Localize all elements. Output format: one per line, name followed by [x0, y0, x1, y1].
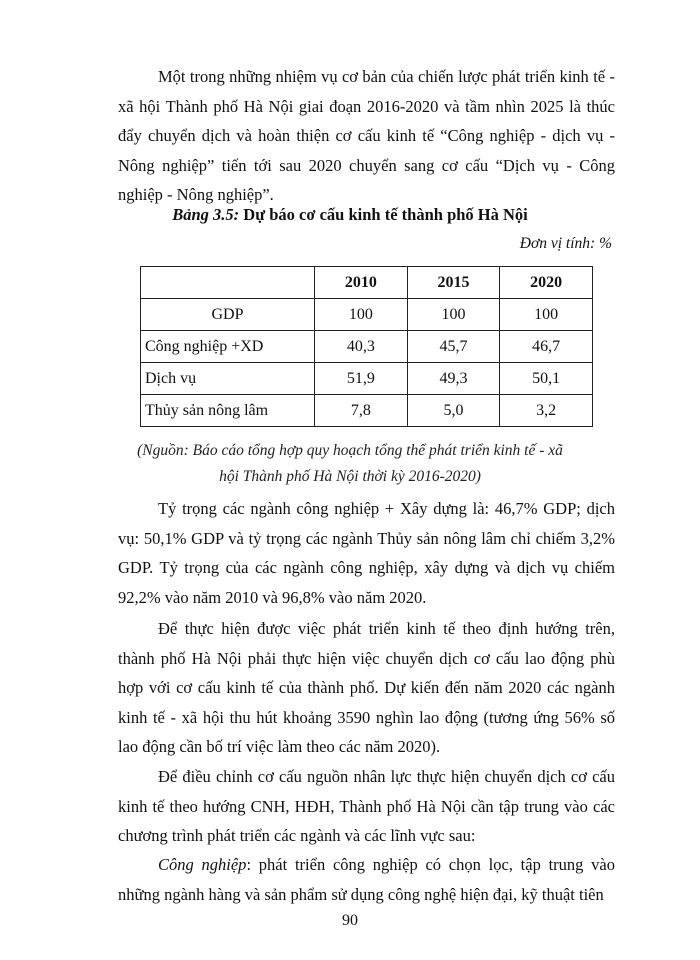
paragraph-programs — [118, 762, 615, 851]
paragraph-shares — [118, 494, 615, 612]
table-row — [141, 331, 593, 363]
cell-value: 100 — [500, 299, 593, 331]
paragraph-labor — [118, 614, 615, 762]
cell-value: 100 — [407, 299, 500, 331]
table-source-line-2: hội Thành phố Hà Nội thời kỳ 2016-2020) — [219, 468, 481, 485]
row-label: Dịch vụ — [141, 363, 315, 395]
economic-structure-table — [140, 266, 593, 427]
paragraph-intro — [118, 62, 615, 210]
paragraph-shares-text: Tỷ trọng các ngành công nghiệp + Xây dựng là: 46,7% GDP; dịch vụ: 50,1% GDP và tỷ trọng các ngành Thủy sản nông lâm chỉ chiếm 3,2% GDP. Tỷ trọng của các ngành công nghiệp, xây dựng và dịch vụ chiếm 92,2% vào năm 2010 và 96,8% vào năm 2020. — [118, 499, 615, 607]
cell-value: 50,1 — [500, 363, 593, 395]
table-label: Bảng 3.5: — [172, 205, 240, 224]
table-source-line-1: (Nguồn: Báo cáo tổng hợp quy hoạch tổng thể phát triển kinh tế - xã — [137, 442, 563, 459]
table-row — [141, 363, 593, 395]
table-caption — [0, 205, 700, 225]
paragraph-industry — [118, 850, 615, 909]
cell-value: 49,3 — [407, 363, 500, 395]
industry-label: Công nghiệp — [158, 855, 247, 874]
row-label: Thủy sản nông lâm — [141, 395, 315, 427]
cell-value: 3,2 — [500, 395, 593, 427]
cell-value: 100 — [315, 299, 408, 331]
cell-value: 7,8 — [315, 395, 408, 427]
header-cell-2015: 2015 — [407, 267, 500, 299]
cell-value: 45,7 — [407, 331, 500, 363]
cell-value: 51,9 — [315, 363, 408, 395]
industry-text: : phát triển công nghiệp có chọn lọc, tập trung vào những ngành hàng và sản phẩm sử dụng công nghệ hiện đại, kỹ thuật tiên — [118, 855, 616, 904]
paragraph-labor-text: Để thực hiện được việc phát triển kinh tế theo định hướng trên, thành phố Hà Nội phải thực hiện việc chuyển dịch cơ cấu lao động phù hợp với cơ cấu kinh tế của thành phố. Dự kiến đến năm 2020 các ngành kinh tế - xã hội thu hút khoảng 3590 nghìn lao động (tương ứng 56% số lao động cần bố trí việc làm theo các năm 2020). — [118, 619, 615, 756]
table-row — [141, 395, 593, 427]
header-cell-empty — [141, 267, 315, 299]
table-row — [141, 299, 593, 331]
paragraph-intro-text: Một trong những nhiệm vụ cơ bản của chiến lược phát triển kinh tế - xã hội Thành phố Hà Nội giai đoạn 2016-2020 và tầm nhìn 2025 là thúc đẩy chuyển dịch và hoàn thiện cơ cấu kinh tế “Công nghiệp - dịch vụ - Nông nghiệp” tiến tới sau 2020 chuyển sang cơ cấu “Dịch vụ - Công nghiệp - Nông nghiệp”. — [118, 67, 615, 204]
table-title: Dự báo cơ cấu kinh tế thành phố Hà Nội — [243, 205, 528, 224]
table-header-row — [141, 267, 593, 299]
row-label: Công nghiệp +XD — [141, 331, 315, 363]
cell-value: 46,7 — [500, 331, 593, 363]
table-source — [0, 438, 700, 490]
header-cell-2020: 2020 — [500, 267, 593, 299]
table-unit: Đơn vị tính: % — [519, 235, 612, 252]
header-cell-2010: 2010 — [315, 267, 408, 299]
page-number: 90 — [342, 912, 358, 929]
paragraph-programs-text: Để điều chỉnh cơ cấu nguồn nhân lực thực hiện chuyển dịch cơ cấu kinh tế theo hướng CNH, HĐH, Thành phố Hà Nội cần tập trung vào các chương trình phát triển các ngành và các lĩnh vực sau: — [118, 767, 615, 845]
cell-value: 5,0 — [407, 395, 500, 427]
cell-value: 40,3 — [315, 331, 408, 363]
row-label: GDP — [141, 299, 315, 331]
